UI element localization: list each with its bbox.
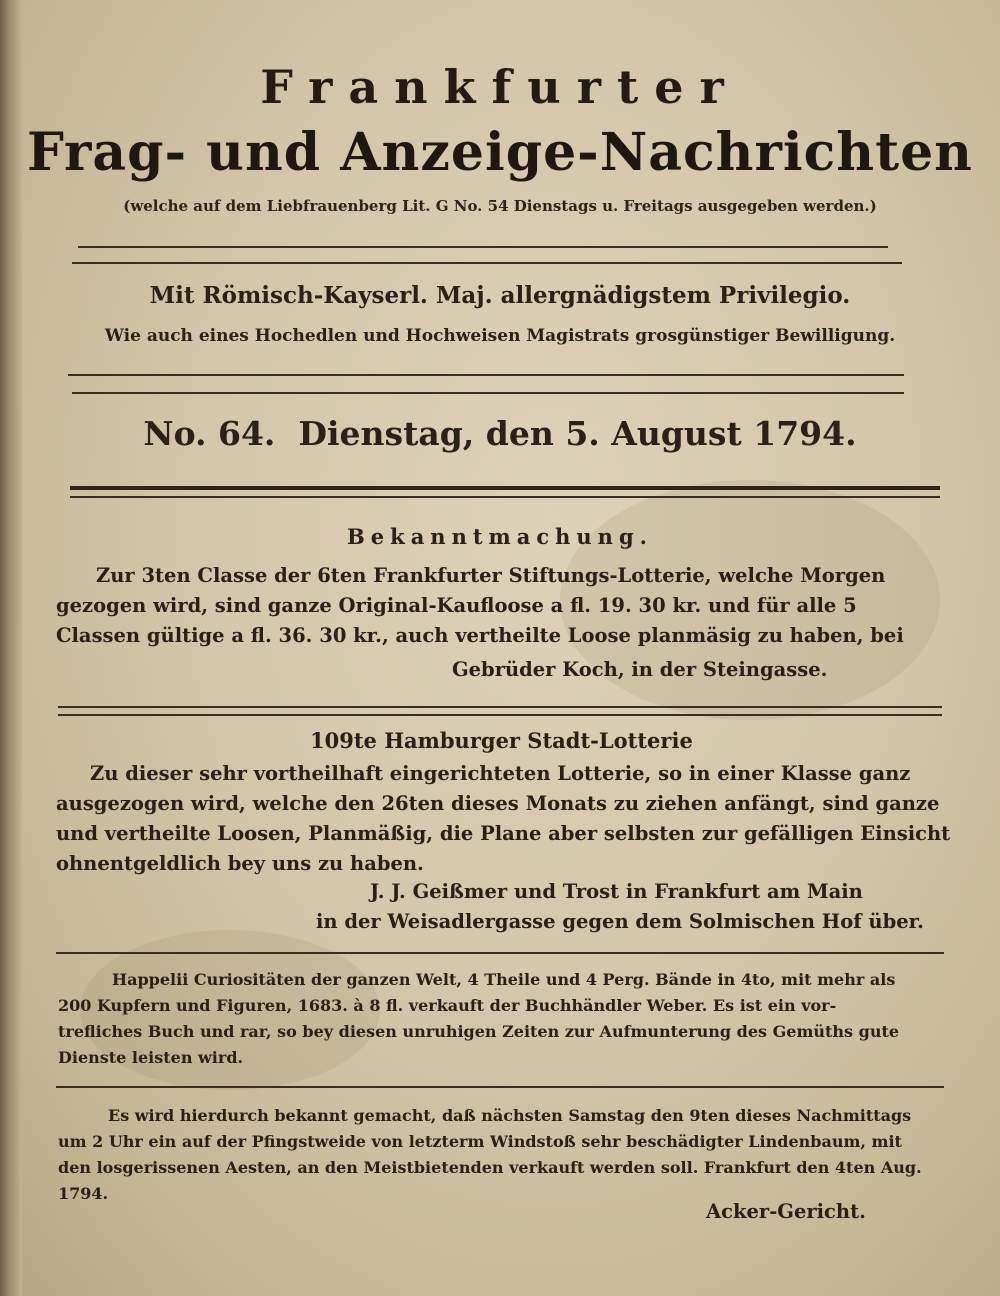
notice-line: trefliches Buch und rar, so bey diesen unruhigen Zeiten zur Aufmunterung des Gemüths gute (58, 1022, 900, 1041)
divider (72, 392, 904, 394)
notice-line: Classen gültige a fl. 36. 30 kr., auch vertheilte Loose planmäsig zu haben, bei (56, 624, 904, 647)
divider (58, 706, 942, 708)
masthead-line1: Frankfurter (260, 60, 740, 114)
notice-signature: in der Weisadlergasse gegen dem Solmischen Hof über. (316, 910, 924, 933)
notice-line: Dienste leisten wird. (58, 1048, 244, 1067)
notice-line: den losgerissenen Aesten, an den Meistbietenden verkauft werden soll. Frankfurt den 4ten Aug. (58, 1158, 922, 1177)
notice-line: und vertheilte Loosen, Planmäßig, die Plane aber selbsten zur gefälligen Einsicht (56, 822, 951, 845)
divider (72, 262, 902, 264)
notice-signature: J. J. Geißmer und Trost in Frankfurt am Main (370, 880, 863, 903)
masthead-line2: Frag- und Anzeige-Nachrichten (27, 122, 973, 183)
divider (58, 714, 942, 716)
privilege-line1: Mit Römisch-Kayserl. Maj. allergnädigstem Privilegio. (149, 282, 851, 309)
notice-line: Zur 3ten Classe der 6ten Frankfurter Stiftungs-Lotterie, welche Morgen (96, 564, 886, 587)
notice-line: 1794. (58, 1184, 109, 1203)
privilege-line2: Wie auch eines Hochedlen und Hochweisen Magistrats grosgünstiger Bewilligung. (104, 326, 896, 346)
notice-line: Es wird hierdurch bekannt gemacht, daß nächsten Samstag den 9ten dieses Nachmittags (108, 1106, 912, 1125)
divider (70, 496, 940, 498)
issue-date: Dienstag, den 5. August 1794. (298, 414, 857, 453)
notice-line: 200 Kupfern und Figuren, 1683. à 8 fl. verkauft der Buchhändler Weber. Es ist ein vor- (58, 996, 837, 1015)
divider-thick (70, 486, 940, 490)
notice-line: ohnentgeldlich bey uns zu haben. (56, 852, 424, 875)
masthead-subtitle: (welche auf dem Liebfrauenberg Lit. G No. 54 Dienstags u. Freitags ausgegeben werden.) (123, 197, 877, 215)
issue-number: No. 64. (143, 414, 276, 453)
notice-line: gezogen wird, sind ganze Original-Kaufloose a fl. 19. 30 kr. und für alle 5 (56, 594, 857, 617)
notice-heading: 109te Hamburger Stadt-Lotterie (310, 728, 693, 753)
notice-line: ausgezogen wird, welche den 26ten dieses Monats zu ziehen anfängt, sind ganze (56, 792, 940, 815)
divider (68, 374, 904, 376)
issue-line (0, 414, 1000, 453)
divider (56, 1086, 944, 1088)
notice-signature: Acker-Gericht. (706, 1200, 866, 1223)
notice-heading: Bekanntmachung. (347, 524, 653, 549)
divider (78, 246, 888, 248)
notice-line: Zu dieser sehr vortheilhaft eingerichteten Lotterie, so in einer Klasse ganz (90, 762, 911, 785)
page-gutter-shadow (0, 0, 22, 1296)
notice-line: um 2 Uhr ein auf der Pfingstweide von letzterm Windstoß sehr beschädigter Lindenbaum, mit (58, 1132, 902, 1151)
notice-line: Happelii Curiositäten der ganzen Welt, 4 Theile und 4 Perg. Bände in 4to, mit mehr als (112, 970, 896, 989)
divider (56, 952, 944, 954)
notice-signature: Gebrüder Koch, in der Steingasse. (452, 658, 828, 681)
